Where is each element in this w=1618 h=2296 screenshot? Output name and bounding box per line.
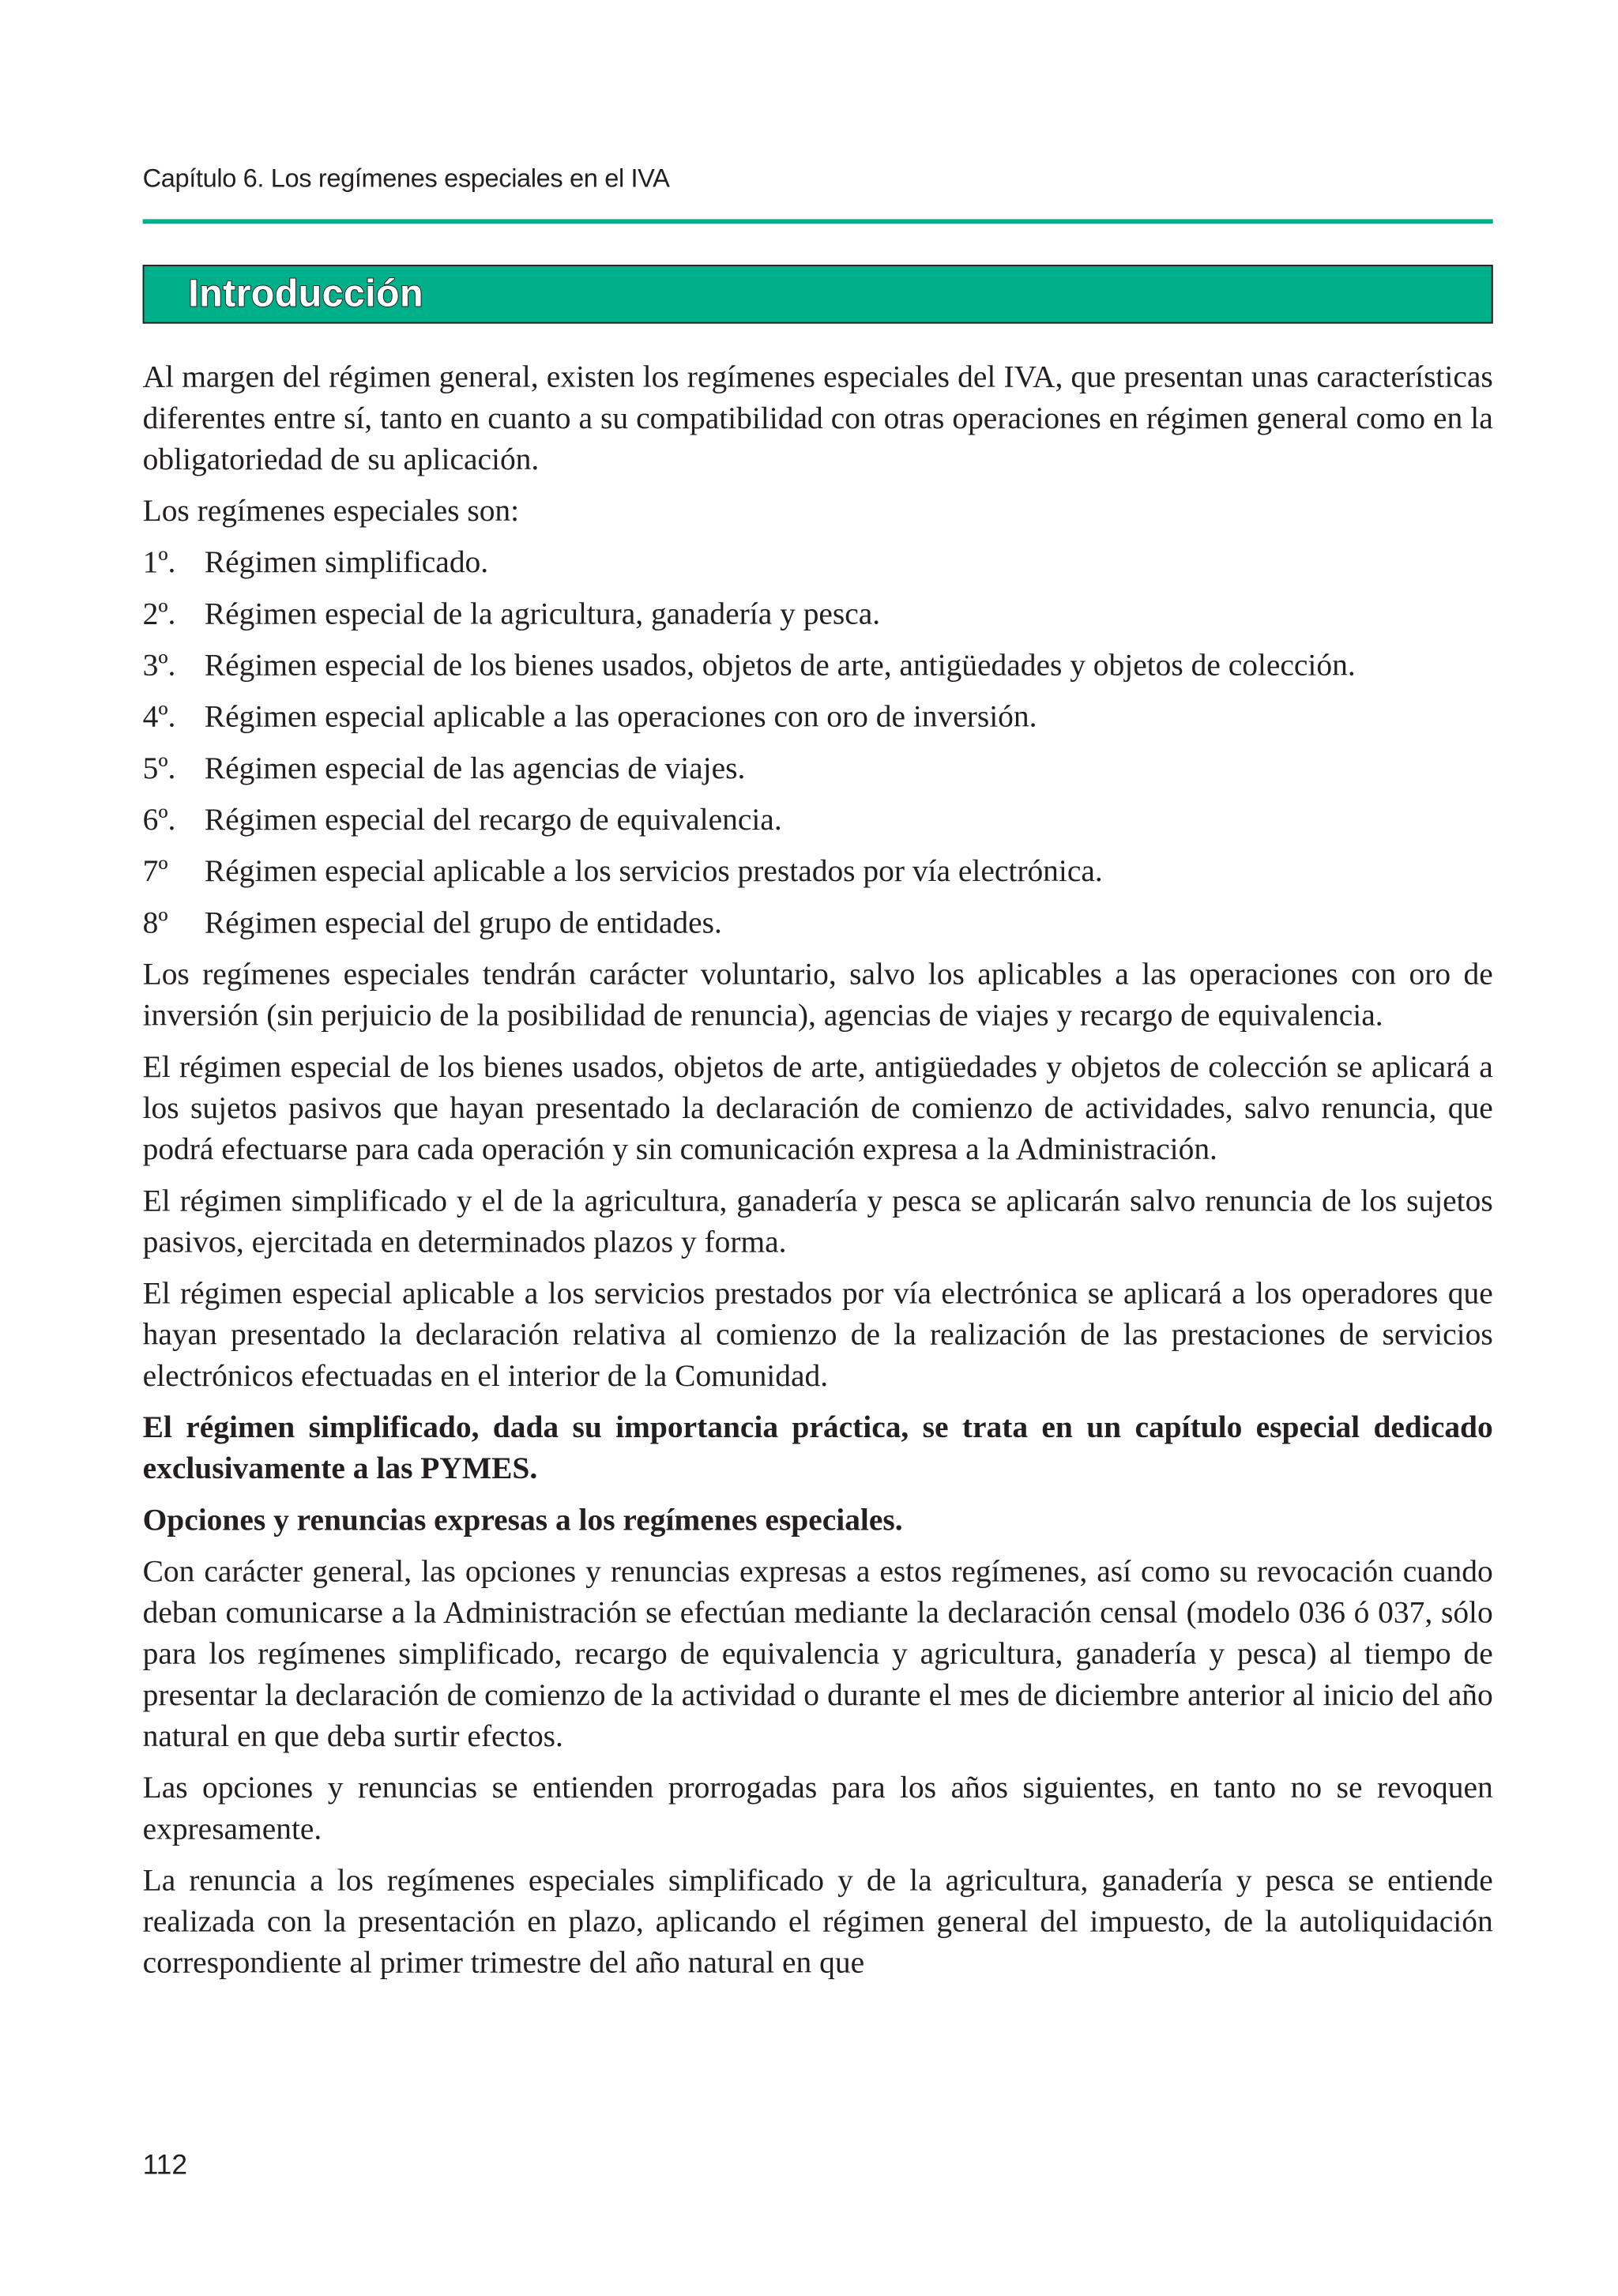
list-item-text: Régimen especial del grupo de entidades. [204,905,722,940]
list-item-number: 5º. [142,750,176,786]
list-item [143,696,1493,737]
paragraph: El régimen especial de los bienes usados, objetos de arte, antigüedades y objetos de colección se aplicará a los sujetos pasivos que hayan presentado la declaración de comienzo de actividades, salvo renuncia, que podrá efectuarse para cada operación y sin comunicación expresa a la Administración. [142,1048,1493,1167]
section-title: Introducción [188,270,423,315]
paragraph: Al margen del régimen general, existen los regímenes especiales del IVA, que presentan unas características diferentes entre sí, tanto en cuanto a su compatibilidad con otras operaciones en régimen general como en la obligatoriedad de su aplicación. [142,359,1493,477]
list-item-number: 2º. [142,596,176,631]
list-item-number: 6º. [142,801,176,837]
page-number: 112 [142,2150,188,2182]
list-item-text: Régimen simplificado. [204,544,489,580]
bold-paragraph: El régimen simplificado, dada su importancia práctica, se trata en un capítulo especial dedicado exclusivamente a las PYMES. [142,1409,1493,1486]
section-header-bar [143,265,1493,323]
list-item-text: Régimen especial aplicable a las operaciones con oro de inversión. [204,698,1037,735]
list-item-number: 1º. [142,544,176,580]
paragraph: Las opciones y renuncias se entienden prorrogadas para los años siguientes, en tanto no se revoquen expresamente. [142,1769,1493,1846]
list-item-text: Régimen especial de las agencias de viajes. [204,750,746,786]
list-item-number: 8º [142,905,168,940]
list-item [143,901,1493,943]
list-item [143,541,1493,582]
paragraph: El régimen especial aplicable a los servicios prestados por vía electrónica se aplicará a los operadores que hayan presentado la declaración relativa al comienzo de la realización de las prestaciones de servicios electrónicos efectuadas en el interior de la Comunidad. [142,1275,1493,1394]
list-item-number: 7º [142,853,168,889]
list-item-number: 3º. [142,647,176,683]
list-item-text: Régimen especial de la agricultura, ganadería y pesca. [204,596,881,631]
paragraph: Los regímenes especiales son: [142,492,520,529]
list-item [143,850,1493,891]
header-rule [143,219,1493,224]
list-item [143,799,1493,840]
list-item [143,747,1493,789]
running-header: Capítulo 6. Los regímenes especiales en el IVA [142,163,670,193]
list-item-text: Régimen especial de los bienes usados, objetos de arte, antigüedades y objetos de colección. [204,647,1356,683]
subheading: Opciones y renuncias expresas a los regímenes especiales. [142,1501,903,1538]
body-text [143,356,1493,1993]
paragraph: Con carácter general, las opciones y renuncias expresas a estos regímenes, así como su revocación cuando deban comunicarse a la Administración se efectúan mediante la declaración censal (modelo 036 ó 037, sólo para los regímenes simplificado, recargo de equivalencia y agricultura, ganadería y pesca) al tiempo de presentar la declaración de comienzo de la actividad o durante el mes de diciembre anterior al inicio del año natural en que deba surtir efectos. [142,1553,1493,1754]
paragraph: El régimen simplificado y el de la agricultura, ganadería y pesca se aplicarán salvo renuncia de los sujetos pasivos, ejercitada en determinados plazos y forma. [142,1182,1493,1259]
list-item-text: Régimen especial del recargo de equivalencia. [204,801,782,837]
list-item-text: Régimen especial aplicable a los servicios prestados por vía electrónica. [204,853,1103,889]
regimes-list [143,541,1493,943]
paragraph: La renuncia a los regímenes especiales simplificado y de la agricultura, ganadería y pesca se entiende realizada con la presentación en plazo, aplicando el régimen general del impuesto, de la autoliquidación correspondiente al primer trimestre del año natural en que [142,1862,1493,1980]
list-item-number: 4º. [142,698,176,735]
list-item [143,593,1493,634]
list-item [143,644,1493,685]
paragraph: Los regímenes especiales tendrán carácter voluntario, salvo los aplicables a las operaciones con oro de inversión (sin perjuicio de la posibilidad de renuncia), agencias de viajes y recargo de equivalencia. [142,956,1493,1033]
